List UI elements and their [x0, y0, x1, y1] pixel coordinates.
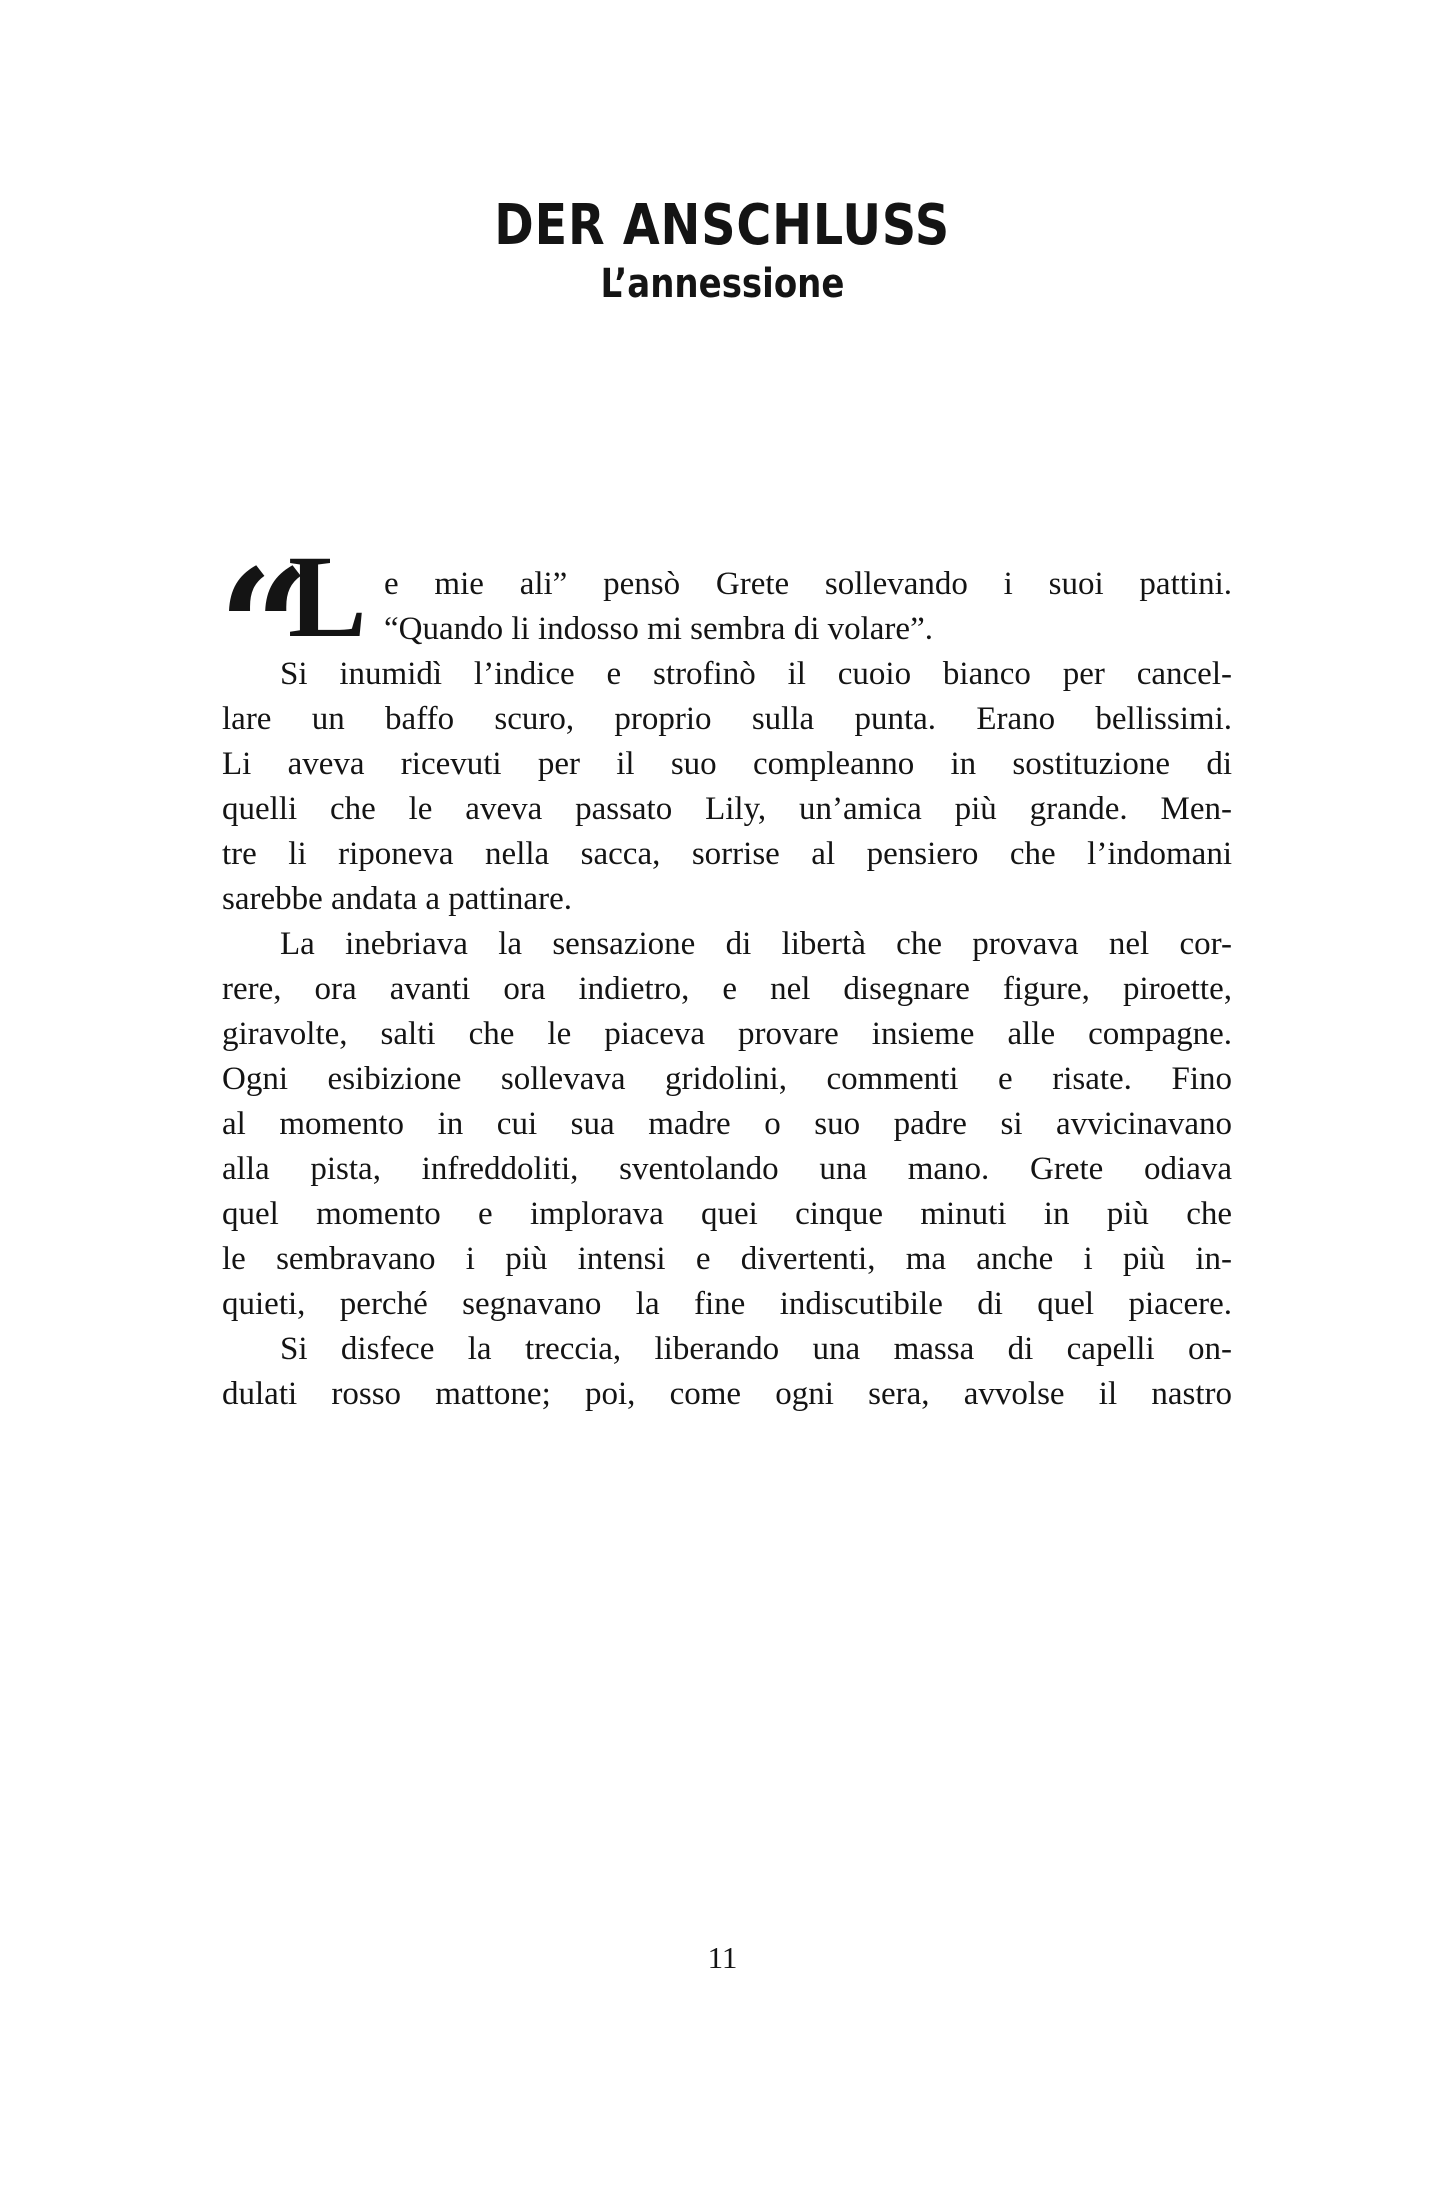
- text-line: rere, ora avanti ora indietro, e nel disegnare figure, piroette,: [222, 971, 1232, 1007]
- paragraph: [222, 652, 1232, 922]
- text-line: tre li riponeva nella sacca, sorrise al pensiero che l’indomani: [222, 836, 1232, 872]
- text-line: lare un baffo scuro, proprio sulla punta. Erano bellissimi.: [222, 701, 1232, 737]
- page-number: 11: [707, 1940, 738, 1975]
- text-line: Li aveva ricevuti per il suo compleanno in sostituzione di: [222, 746, 1232, 782]
- text-line: sarebbe andata a pattinare.: [222, 881, 572, 917]
- text-line: giravolte, salti che le piaceva provare insieme alle compagne.: [222, 1016, 1232, 1052]
- chapter-subtitle-text: L’annessione: [600, 261, 845, 307]
- text-line: “Quando li indosso mi sembra di volare”.: [384, 611, 933, 647]
- body-text: [218, 531, 1232, 1417]
- chapter-title-block: [0, 193, 1445, 307]
- text-line: Si inumidì l’indice e strofinò il cuoio bianco per cancel-: [280, 656, 1232, 692]
- dropcap-letter: L: [288, 531, 367, 662]
- text-line: alla pista, infreddoliti, sventolando una mano. Grete odiava: [222, 1151, 1232, 1187]
- text-line: quieti, perché segnavano la fine indiscutibile di quel piacere.: [222, 1286, 1232, 1322]
- text-line: dulati rosso mattone; poi, come ogni sera, avvolse il nastro: [222, 1376, 1232, 1412]
- text-line: e mie ali” pensò Grete sollevando i suoi pattini.: [384, 566, 1232, 602]
- chapter-subtitle: [0, 261, 1445, 307]
- paragraph: [222, 922, 1232, 1327]
- dropcap: [218, 531, 374, 722]
- text-line: Si disfece la treccia, liberando una massa di capelli on-: [280, 1331, 1232, 1367]
- text-line: le sembravano i più intensi e divertenti, ma anche i più in-: [222, 1241, 1232, 1277]
- chapter-title: [0, 193, 1445, 258]
- text-line: Ogni esibizione sollevava gridolini, commenti e risate. Fino: [222, 1061, 1232, 1097]
- text-line: La inebriava la sensazione di libertà che provava nel cor-: [280, 926, 1232, 962]
- paragraph: [222, 1327, 1232, 1417]
- text-line: al momento in cui sua madre o suo padre si avvicinavano: [222, 1106, 1232, 1142]
- text-line: quel momento e implorava quei cinque minuti in più che: [222, 1196, 1232, 1232]
- dropcap-quote: “: [218, 534, 311, 722]
- chapter-title-text: DER ANSCHLUSS: [494, 193, 951, 258]
- text-line: quelli che le aveva passato Lily, un’amica più grande. Men-: [222, 791, 1232, 827]
